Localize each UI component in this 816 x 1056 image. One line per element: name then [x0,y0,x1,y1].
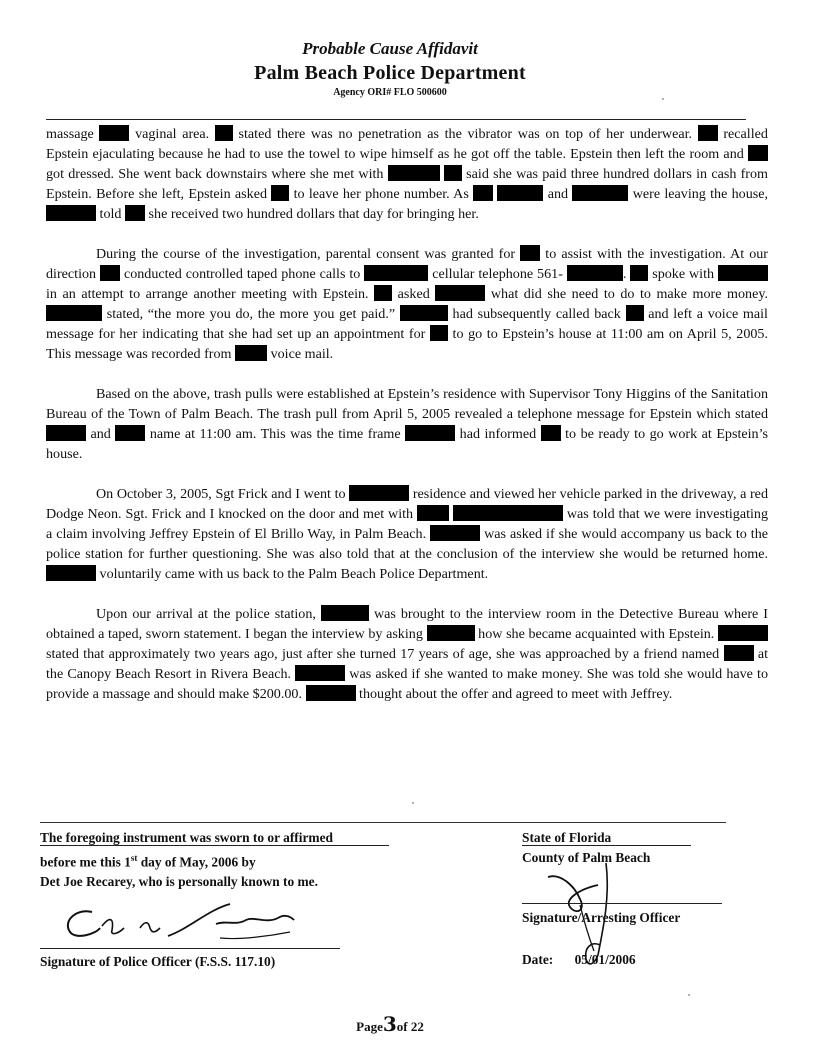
text-run: at the Canopy Beach Resort in Rivera Beach. [46,646,768,682]
text-run: had informed [459,426,537,442]
redaction-block [115,425,145,441]
text-run: massage [46,126,94,142]
redaction-block [541,425,561,441]
page-current: 3 [382,1012,397,1036]
redaction-block [427,625,475,641]
redaction-block [388,165,440,181]
state-label: State of Florida [522,830,691,846]
redaction-block [520,245,540,261]
text-run: Based on the above, trash pulls were established at Epstein’s residence with Supervisor Tony Higgins of the Sanitation Bureau of the Town of Palm Beach. The trash pull from April 5, 2005 revealed a telephone message for Epstein which stated [46,386,768,422]
text-run: and [90,426,111,442]
redaction-block [295,665,345,681]
text-run: in an attempt to arrange another meeting with Epstein. [46,286,369,302]
text-run: stated, “the more you do, the more you get paid.” [106,306,396,322]
redaction-block [46,205,96,221]
text-run: was told that we were investigating a claim involving Jeffrey Epstein of El Brillo Way, in Palm Beach. [46,506,769,542]
text-run: was asked if she wanted to make money. She was told she would have to provide a massage and should make $200.00. [46,666,769,702]
redaction-block [626,305,644,321]
page-suffix: of 22 [396,1019,424,1034]
text-run: to be ready to go work at Epstein’s house. [46,426,768,462]
redaction-block [748,145,768,161]
text-run: cellular telephone 561- [432,266,563,282]
text-run: During the course of the investigation, parental consent was granted for [96,246,516,262]
sworn-line-3: Det Joe Recarey, who is personally known to me. [40,874,318,890]
redaction-block [46,565,96,581]
sworn-line-1: The foregoing instrument was sworn to or affirmed [40,830,389,846]
page-number [0,1012,780,1036]
redaction-block [46,425,86,441]
redaction-block [718,625,768,641]
text-run: to go to Epstein’s house at 11:00 am on April 5, 2005. This message was recorded from [46,326,769,362]
sworn-line-2-end: day of May, 2006 by [137,854,256,870]
officer-signature-label: Signature of Police Officer (F.S.S. 117.10) [40,954,276,969]
redaction-block [125,205,145,221]
redaction-block [453,505,563,521]
text-run: said she was paid three hundred dollars in cash from Epstein. Before she left, Epstein asked [46,166,768,202]
redaction-block [473,185,493,201]
redaction-block [430,325,448,341]
sworn-line-2 [40,848,480,872]
scan-speck [412,802,414,804]
footer-divider [40,822,726,823]
text-run: On October 3, 2005, Sgt Frick and I went to [96,486,346,502]
text-run: told [99,206,122,222]
sworn-line-2-start: before me this 1 [40,854,131,870]
redaction-block [374,285,392,301]
county-label: County of Palm Beach [522,850,651,865]
text-run: Upon our arrival at the police station, [96,606,316,622]
redaction-block [215,125,233,141]
text-run: . [622,266,627,282]
text-run: how she became acquainted with Epstein. [478,626,715,642]
paragraph-5 [46,604,768,704]
text-run: what did she need to do to make more money. [490,286,768,302]
redaction-block [724,645,754,661]
department-name: Palm Beach Police Department [254,62,526,84]
agency-id: Agency ORI# FLO 500600 [333,87,447,98]
scan-speck [688,994,690,996]
redaction-block [99,125,129,141]
text-run: and [547,186,569,202]
document-header [0,38,780,100]
text-run: recalled Epstein ejaculating because he had to use the towel to wipe himself as he got off the table. Epstein then left the room and [46,126,768,162]
text-run: was brought to the interview room in the Detective Bureau where I obtained a taped, sworn statement. I began the interview by asking [46,606,768,642]
redaction-block [46,305,102,321]
header-divider [46,119,746,120]
text-run: to leave her phone number. As [293,186,469,202]
redaction-block [235,345,267,361]
text-run: thought about the offer and agreed to meet with Jeffrey. [359,686,673,702]
affidavit-body [46,124,768,724]
text-run: voluntarily came with us back to the Palm Beach Police Department. [99,566,489,582]
redaction-block [100,265,120,281]
text-run: voice mail. [270,346,334,362]
text-run: vaginal area. [135,126,210,142]
text-run: conducted controlled taped phone calls to [123,266,361,282]
date-value: 05/01/2006 [574,952,636,967]
redaction-block [430,525,480,541]
text-run: spoke with [652,266,715,282]
notary-statement [40,828,480,892]
text-run: was asked if she would accompany us back to the police station for further questioning. She was also told that at the conclusion of the interview she would be returned home. [46,526,768,562]
redaction-block [630,265,648,281]
redaction-block [417,505,449,521]
redaction-block [567,265,623,281]
ordinal-suffix: st [130,853,138,863]
page-prefix: Page [356,1019,383,1034]
date-row [522,952,636,968]
paragraph-3 [46,384,768,464]
paragraph-2 [46,244,768,364]
paragraph-4 [46,484,768,584]
date-label: Date: [522,952,554,967]
redaction-block [444,165,462,181]
text-run: name at 11:00 am. This was the time frame [149,426,401,442]
text-run: stated that approximately two years ago, just after she turned 17 years of age, she was approached by a friend named [46,646,720,662]
text-run: were leaving the house, [632,186,769,202]
redaction-block [497,185,543,201]
redaction-block [364,265,428,281]
arresting-officer-label: Signature/Arresting Officer [522,910,681,925]
officer-signature [40,898,340,946]
redaction-block [572,185,628,201]
redaction-block [271,185,289,201]
redaction-block [306,685,356,701]
redaction-block [405,425,455,441]
text-run: asked [397,286,430,302]
paragraph-1 [46,124,768,224]
redaction-block [718,265,768,281]
redaction-block [400,305,448,321]
redaction-block [435,285,485,301]
text-run: got dressed. She went back downstairs where she met with [46,166,384,182]
signature-line-left [40,948,340,949]
redaction-block [321,605,369,621]
text-run: and left a voice mail message for her indicating that she had set up an appointment for [46,306,768,342]
signature-line-right [522,903,722,904]
redaction-block [698,125,718,141]
text-run: stated there was no penetration as the vibrator was on top of her underwear. [238,126,693,142]
text-run: residence and viewed her vehicle parked in the driveway, a red Dodge Neon. Sgt. Frick and I knocked on the door and met with [46,486,768,522]
document-title: Probable Cause Affidavit [302,39,478,58]
text-run: she received two hundred dollars that day for bringing her. [148,206,479,222]
redaction-block [349,485,409,501]
text-run: had subsequently called back [452,306,621,322]
text-run: to assist with the investigation. At our direction [46,246,768,282]
scan-speck [662,98,664,100]
